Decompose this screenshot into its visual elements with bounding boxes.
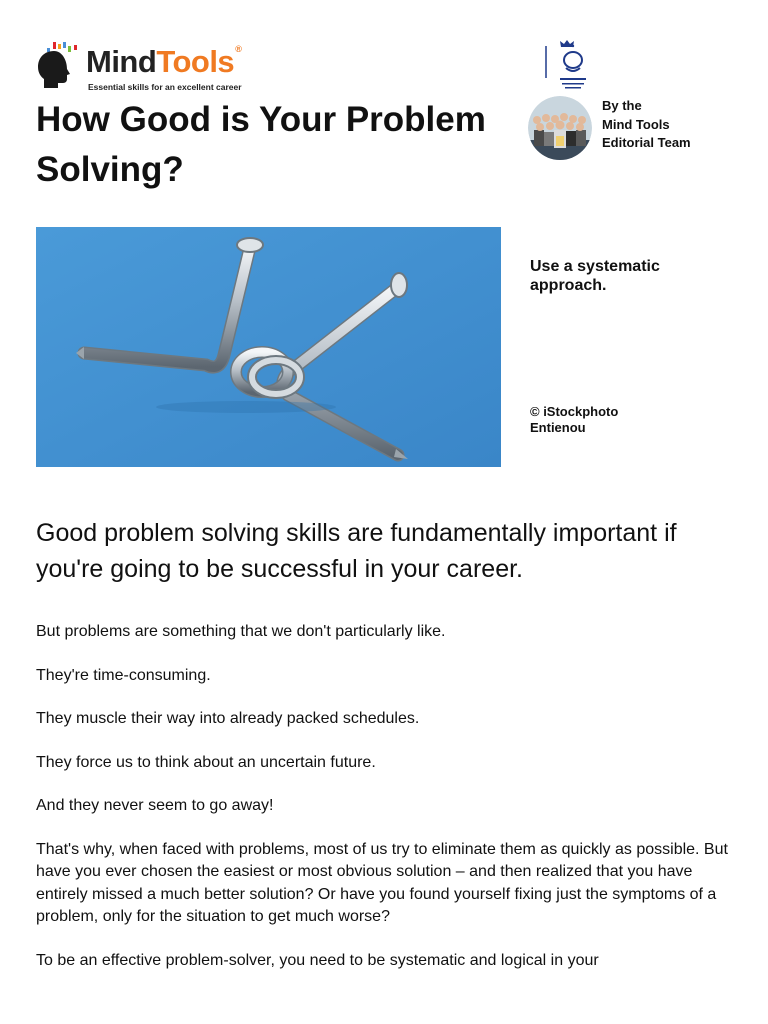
article-body — [36, 621, 741, 993]
body-paragraph: They force us to think about an uncertain future. — [36, 753, 376, 771]
lead-paragraph: Good problem solving skills are fundamentally important if you're going to be successful in your career. — [36, 519, 677, 583]
page-title: How Good is Your Problem Solving? — [36, 100, 486, 189]
body-paragraph: That's why, when faced with problems, most of us try to eliminate them as quickly as possible. But have you ever chosen the easiest or most obvious solution – and then realized that you have entirely missed a much better solution? Or have you found yourself fixing just the symptoms of a problem, only for the situation to get much worse? — [36, 840, 728, 925]
mindtools-logo[interactable] — [36, 38, 256, 94]
byline-line: Mind Tools — [602, 116, 670, 132]
byline-line: Editorial Team — [602, 135, 691, 150]
head-logo-icon — [36, 42, 84, 90]
logo-tagline: Essential skills for an excellent career — [88, 82, 242, 92]
byline — [602, 97, 691, 153]
body-paragraph: But problems are something that we don't particularly like. — [36, 623, 446, 640]
twisted-nails-photo — [36, 227, 501, 467]
editorial-team-avatar — [528, 96, 592, 160]
byline-line: By the — [602, 98, 642, 113]
logo-tools: Tools — [156, 44, 235, 79]
credit-line: © iStockphoto — [530, 404, 619, 419]
logo-wordmark — [86, 44, 241, 80]
body-paragraph: They muscle their way into already packed schedules. — [36, 710, 420, 727]
image-caption: Use a systematic approach. — [530, 258, 660, 294]
image-credit — [530, 404, 618, 435]
body-paragraph: They're time-consuming. — [36, 666, 211, 684]
queens-award-emblem-icon — [543, 38, 593, 94]
body-paragraph: To be an effective problem-solver, you need to be systematic and logical in your — [36, 951, 599, 969]
registered-mark: ® — [235, 44, 242, 54]
logo-mind: Mind — [86, 44, 157, 79]
body-paragraph: And they never seem to go away! — [36, 797, 274, 814]
credit-line: Entienou — [530, 419, 586, 435]
